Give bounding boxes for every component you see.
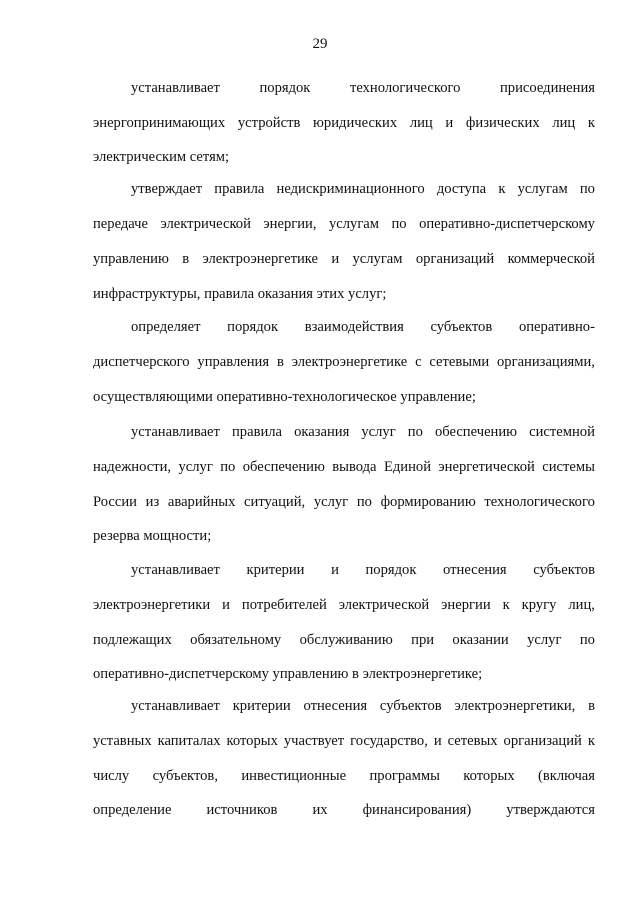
- word: устанавливает: [131, 698, 220, 714]
- word: участвует: [283, 733, 345, 749]
- word: устройств: [237, 115, 301, 131]
- word: системы: [542, 459, 595, 475]
- word: порядок: [259, 80, 311, 96]
- word: утверждаются: [506, 802, 595, 818]
- word: электроэнергетике: [202, 251, 318, 267]
- word: инвестиционные: [241, 768, 347, 784]
- text-line: [93, 493, 595, 511]
- text-line: [93, 801, 595, 819]
- word: критерии: [232, 698, 291, 714]
- word: обязательному: [190, 632, 282, 648]
- word: утверждает: [131, 181, 203, 197]
- word: устанавливает: [131, 424, 220, 440]
- word: отнесения: [443, 562, 507, 578]
- word: энергии: [441, 597, 491, 613]
- text-line: [131, 423, 595, 441]
- word: передаче: [93, 216, 149, 232]
- word: доступа: [436, 181, 487, 197]
- word: оперативно-: [518, 319, 595, 335]
- word: управления: [197, 354, 270, 370]
- word: электрической: [160, 216, 251, 232]
- word: технологического: [484, 494, 595, 510]
- text-line: [93, 458, 595, 476]
- word: потребителей: [241, 597, 327, 613]
- word: определяет: [131, 319, 201, 335]
- word: услугам: [352, 251, 403, 267]
- word: вывода: [332, 459, 377, 475]
- word: формированию: [380, 494, 476, 510]
- word: организациями,: [497, 354, 595, 370]
- word: устанавливает: [131, 562, 220, 578]
- word: по: [220, 459, 236, 475]
- text-line: электрическим сетям;: [93, 149, 230, 165]
- word: лиц: [409, 115, 433, 131]
- word: отнесения: [303, 698, 368, 714]
- word: к: [498, 181, 506, 197]
- word: оперативно-диспетчерскому: [419, 216, 595, 232]
- text-line: осуществляющими оперативно-технологическое управление;: [93, 389, 476, 405]
- word: энергии,: [263, 216, 317, 232]
- word: услуг: [313, 494, 349, 510]
- word: к: [587, 115, 595, 131]
- word: и: [445, 115, 454, 131]
- text-line: [93, 596, 595, 614]
- word: электроэнергетики,: [454, 698, 576, 714]
- word: оказании: [452, 632, 509, 648]
- word: в: [276, 354, 284, 370]
- word: услугам: [328, 216, 380, 232]
- word: и: [222, 597, 230, 613]
- word: сетевыми: [429, 354, 490, 370]
- word: ситуаций,: [244, 494, 306, 510]
- word: финансирования): [362, 802, 472, 818]
- word: диспетчерского: [93, 354, 190, 370]
- text-line: [131, 318, 595, 336]
- text-line: [93, 353, 595, 371]
- word: которых: [463, 768, 515, 784]
- text-line: резерва мощности;: [93, 528, 212, 544]
- word: и: [331, 251, 340, 267]
- word: к: [587, 733, 595, 749]
- word: обеспечению: [434, 424, 518, 440]
- text-line: [93, 250, 595, 268]
- word: обслуживанию: [299, 632, 393, 648]
- word: субъектов,: [152, 768, 218, 784]
- word: которых: [226, 733, 278, 749]
- word: к: [502, 597, 510, 613]
- word: системной: [529, 424, 595, 440]
- word: субъектов: [430, 319, 493, 335]
- word: технологического: [349, 80, 461, 96]
- word: из: [145, 494, 160, 510]
- text-line: [131, 697, 595, 715]
- text-line: [93, 767, 595, 785]
- word: энергопринимающих: [93, 115, 226, 131]
- word: (включая: [537, 768, 595, 784]
- word: программы: [369, 768, 440, 784]
- word: источников: [206, 802, 278, 818]
- word: кругу: [521, 597, 557, 613]
- word: взаимодействия: [304, 319, 404, 335]
- word: услуг: [527, 632, 562, 648]
- text-line: [93, 215, 595, 233]
- text-line: [93, 631, 595, 649]
- word: физических: [465, 115, 540, 131]
- word: организаций: [503, 733, 582, 749]
- word: лиц: [552, 115, 576, 131]
- word: субъектов: [533, 562, 595, 578]
- word: присоединения: [499, 80, 595, 96]
- word: порядок: [365, 562, 417, 578]
- word: электроэнергетики: [93, 597, 211, 613]
- word: Единой: [383, 459, 432, 475]
- word: в: [588, 698, 595, 714]
- word: России: [93, 494, 137, 510]
- word: капиталах: [157, 733, 221, 749]
- word: юридических: [313, 115, 398, 131]
- text-line: оперативно-диспетчерскому управлению в электроэнергетике;: [93, 666, 483, 682]
- word: по: [579, 181, 595, 197]
- word: лиц,: [568, 597, 595, 613]
- text-line: [131, 180, 595, 198]
- word: недискриминационного: [276, 181, 425, 197]
- word: критерии: [246, 562, 305, 578]
- word: электрической: [338, 597, 430, 613]
- word: правила: [231, 424, 283, 440]
- text-line: [93, 114, 595, 132]
- word: управлению: [93, 251, 169, 267]
- word: и: [433, 733, 442, 749]
- word: при: [411, 632, 435, 648]
- text-line: инфраструктуры, правила оказания этих услуг;: [93, 286, 387, 302]
- word: надежности,: [93, 459, 172, 475]
- word: определение: [93, 802, 172, 818]
- page-number: 29: [312, 36, 328, 52]
- word: устанавливает: [131, 80, 220, 96]
- word: аварийных: [167, 494, 236, 510]
- word: правила: [214, 181, 265, 197]
- word: оказания: [294, 424, 350, 440]
- text-line: [131, 561, 595, 579]
- text-line: [131, 79, 595, 97]
- word: услуг: [361, 424, 396, 440]
- word: коммерческой: [507, 251, 595, 267]
- word: организаций: [415, 251, 495, 267]
- word: уставных: [93, 733, 152, 749]
- word: обеспечению: [242, 459, 325, 475]
- word: энергетической: [438, 459, 535, 475]
- word: с: [415, 354, 422, 370]
- word: подлежащих: [93, 632, 172, 648]
- text-line: [93, 732, 595, 750]
- word: государство,: [350, 733, 428, 749]
- word: по: [356, 494, 372, 510]
- word: числу: [93, 768, 130, 784]
- word: по: [391, 216, 407, 232]
- word: субъектов: [379, 698, 442, 714]
- word: в: [182, 251, 190, 267]
- word: по: [407, 424, 423, 440]
- word: и: [331, 562, 339, 578]
- word: услуг: [178, 459, 213, 475]
- word: порядок: [227, 319, 279, 335]
- word: сетевых: [447, 733, 498, 749]
- word: по: [579, 632, 595, 648]
- word: услугам: [517, 181, 568, 197]
- word: их: [312, 802, 328, 818]
- word: электроэнергетике: [291, 354, 408, 370]
